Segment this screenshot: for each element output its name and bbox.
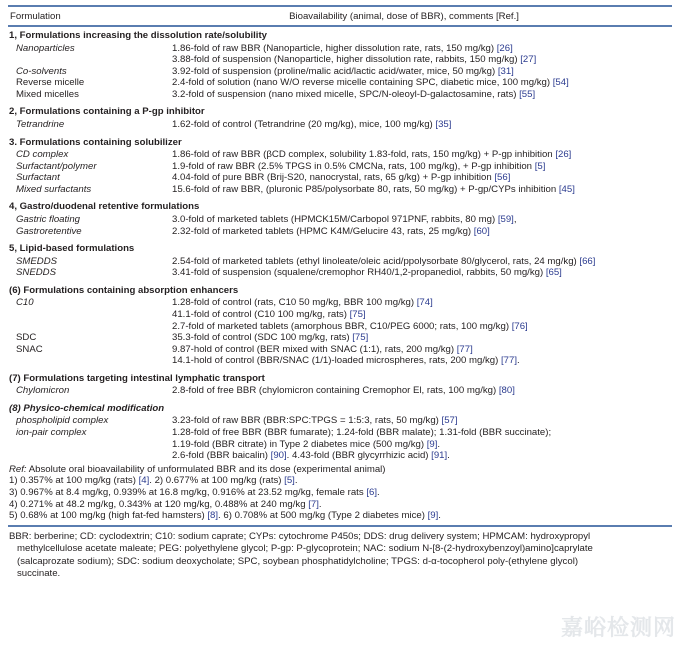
text-suffix: , <box>513 213 517 225</box>
bioavailability-text: 1.9-fold of raw BBR (2.5% TPGS in 0.5% CMCNa, rats, 100 mg/kg), + P-gp inhibition <box>172 160 535 172</box>
formulation-cell: Gastroretentive <box>16 225 82 237</box>
ref-link[interactable]: [56] <box>494 172 511 184</box>
bioavailability-table <box>8 5 672 580</box>
table-row <box>8 214 672 226</box>
bioavailability-cell <box>172 149 672 161</box>
table-row <box>8 450 672 462</box>
bioavailability-text: 2.7-fold of marketed tablets (amorphous BBR, C10/PEG 6000; rats, 100 mg/kg) <box>172 320 512 332</box>
ref-note-text: 3) 0.967% at 8.4 mg/kg, 0.939% at 16.8 mg/kg, 0.916% at 23.52 mg/kg, female rats <box>9 487 367 499</box>
bioavailability-text: 2.6-fold (BBR baicalin) <box>172 450 271 462</box>
formulation-cell <box>8 309 172 321</box>
ref-link[interactable]: [9] <box>427 510 439 522</box>
table-row <box>8 77 672 89</box>
formulation-cell: Nanoparticles <box>16 42 75 54</box>
bioavailability-text: 3.88-fold of suspension (Nanoparticle, higher dissolution rate, rabbits, 150 mg/kg) <box>172 54 521 66</box>
formulation-cell: phospholipid complex <box>16 415 109 427</box>
ref-notes-lead-text: Absolute oral bioavailability of unformulated BBR and its dose (experimental animal) <box>26 463 386 475</box>
table-row <box>8 355 672 367</box>
ref-link[interactable]: [80] <box>498 385 515 397</box>
ref-link[interactable]: [4] <box>138 475 150 487</box>
ref-link[interactable]: [77] <box>456 343 473 355</box>
bioavailability-cell <box>172 256 672 268</box>
table-row <box>8 439 672 451</box>
bioavailability-cell <box>172 214 672 226</box>
table-row <box>8 66 672 78</box>
table-row <box>8 89 672 101</box>
ref-link[interactable]: [31] <box>497 65 514 77</box>
table-row <box>8 256 672 268</box>
formulation-cell <box>8 439 172 451</box>
formulation-cell <box>8 321 172 333</box>
table-section <box>8 403 672 462</box>
ref-note-line <box>9 510 672 522</box>
formulation-cell: ion-pair complex <box>16 427 87 439</box>
bioavailability-cell <box>172 450 672 462</box>
bioavailability-text: 3.41-fold of suspension (squalene/cremophor RH40/1,2-propanediol, rabbits, 50 mg/kg) <box>172 267 546 279</box>
text-suffix: . <box>437 438 441 450</box>
section-title: (7) Formulations targeting intestinal lymphatic transport <box>9 372 265 384</box>
ref-link[interactable]: [9] <box>426 438 438 450</box>
ref-link[interactable]: [26] <box>555 149 572 161</box>
ref-note-line <box>9 487 672 499</box>
abbr-line-1: BBR: berberine; CD: cyclodextrin; C10: sodium caprate; CYPs: cytochrome P450s; DDS: drug delivery system; HPMCAM: hydroxypropyl <box>9 530 591 542</box>
header-formulation: Formulation <box>10 10 61 22</box>
ref-link[interactable]: [77] <box>501 355 518 367</box>
formulation-cell: Surfactant <box>16 172 60 184</box>
ref-link[interactable]: [7] <box>308 498 319 510</box>
table-row <box>8 344 672 356</box>
abbreviations-footnote <box>8 527 672 581</box>
formulation-cell: CD complex <box>16 149 69 161</box>
ref-note-text: 1) 0.357% at 100 mg/kg (rats) <box>9 475 139 487</box>
ref-link[interactable]: [91] <box>431 450 448 462</box>
ref-note-line <box>9 475 672 487</box>
bioavailability-text: 14.1-hold of control (BBR/SNAC (1/1)-loaded microspheres, rats, 200 mg/kg) <box>172 355 501 367</box>
table-section <box>8 137 672 196</box>
table-row <box>8 226 672 238</box>
bioavailability-cell <box>172 226 672 238</box>
bioavailability-text: 1.62-fold of control (Tetrandrine (20 mg/kg), mice, 100 mg/kg) <box>172 118 436 130</box>
formulation-cell: SNEDDS <box>16 267 56 279</box>
abbr-line-4: succinate. <box>17 568 61 580</box>
table-row <box>8 184 672 196</box>
table-row <box>8 119 672 131</box>
header-bioavailability: Bioavailability (animal, dose of BBR), comments [Ref.] <box>289 10 519 22</box>
table-row <box>8 161 672 173</box>
bioavailability-text: 3.0-fold of marketed tablets (HPMCK15M/Carbopol 971PNF, rabbits, 80 mg) <box>172 213 498 225</box>
ref-link[interactable]: [90] <box>270 450 287 462</box>
ref-link[interactable]: [59] <box>497 213 514 225</box>
bioavailability-cell <box>172 321 672 333</box>
ref-notes-lead: Ref: <box>9 463 27 475</box>
bioavailability-cell <box>172 297 672 309</box>
bioavailability-cell <box>172 267 672 279</box>
bioavailability-text: 2.4-fold of solution (nano W/O reverse micelle containing SPC, diabetic mice, 100 mg/kg) <box>172 77 553 89</box>
ref-link[interactable]: [5] <box>534 160 546 172</box>
bioavailability-text: 35.3-fold of control (SDC 100 mg/kg, rats) <box>172 332 353 344</box>
bioavailability-cell <box>172 355 672 367</box>
bioavailability-cell <box>172 66 672 78</box>
bioavailability-cell <box>172 119 672 131</box>
bioavailability-text: 2.54-fold of marketed tablets (ethyl linoleate/oleic acid/ppolysorbate 80/glycerol, rats, 24 mg/kg) <box>172 255 580 267</box>
ref-note-text: . 2) 0.677% at 100 mg/kg (rats) <box>149 475 285 487</box>
section-title: 4, Gastro/duodenal retentive formulations <box>9 201 200 213</box>
section-title: 1, Formulations increasing the dissolution rate/solubility <box>9 30 268 41</box>
bioavailability-cell <box>172 172 672 184</box>
formulation-cell: Chylomicron <box>16 385 70 397</box>
ref-notes-lead-line <box>9 464 672 476</box>
formulation-cell: Co-solvents <box>16 65 67 77</box>
ref-note-text: 4) 0.271% at 48.2 mg/kg, 0.343% at 120 mg/kg, 0.488% at 240 mg/kg <box>9 498 309 510</box>
bioavailability-text: 1.28-fold of free BBR (BBR fumarate); 1.24-fold (BBR malate); 1.31-fold (BBR succinate); <box>172 427 552 439</box>
ref-note-text: 5) 0.68% at 100 mg/kg (high fat-fed hamsters) <box>9 510 208 522</box>
formulation-cell: Mixed micelles <box>16 88 79 100</box>
bioavailability-cell <box>172 77 672 89</box>
text-suffix: . <box>517 355 520 367</box>
table-section <box>8 285 672 367</box>
ref-link[interactable]: [45] <box>558 183 575 195</box>
formulation-cell: C10 <box>16 297 34 309</box>
table-header <box>8 7 672 25</box>
table-section <box>8 243 672 279</box>
formulation-cell <box>8 54 172 66</box>
ref-link[interactable]: [75] <box>349 308 366 320</box>
bioavailability-text: 9.87-hold of control (BER mixed with SNAC (1:1), rats, 200 mg/kg) <box>172 343 457 355</box>
bioavailability-text: 2.32-fold of marketed tablets (HPMC K4M/Gelucire 43, rats, 25 mg/kg) <box>172 225 474 237</box>
abbr-line-3: (salcaprozate sodium); SDC: sodium deoxycholate; SPC, soybean phosphatidylcholine; TPGS: d-α-tocopherol poly-(ethylene glycol) <box>17 555 579 567</box>
bioavailability-text: 3.23-fold of raw BBR (BBR:SPC:TPGS = 1:5:3, rats, 50 mg/kg) <box>172 415 442 427</box>
ref-link[interactable]: [35] <box>435 118 452 130</box>
ref-link[interactable]: [66] <box>579 255 596 267</box>
ref-link[interactable]: [55] <box>519 88 536 100</box>
formulation-cell: Gastric floating <box>16 213 80 225</box>
ref-note-text: . <box>376 487 380 499</box>
bioavailability-text: 1.86-fold of raw BBR (βCD complex, solubility 1.83-fold, rats, 150 mg/kg) + P-gp inhibition <box>172 149 556 161</box>
bioavailability-cell <box>172 427 672 439</box>
ref-link[interactable]: [74] <box>416 297 433 309</box>
formulation-cell <box>8 450 172 462</box>
ref-notes <box>8 464 672 522</box>
section-title: 2, Formulations containing a P-gp inhibitor <box>9 106 205 118</box>
table-row <box>8 415 672 427</box>
ref-link[interactable]: [6] <box>366 487 377 499</box>
ref-note-text: . 6) 0.708% at 500 mg/kg (Type 2 diabetes mice) <box>218 510 428 522</box>
table-section <box>8 373 672 397</box>
table-row <box>8 427 672 439</box>
bioavailability-text: 3.2-fold of suspension (nano mixed micelle, SPC/N-oleoyl-D-galactosamine, rats) <box>172 88 520 100</box>
bioavailability-cell <box>172 332 672 344</box>
bioavailability-cell <box>172 309 672 321</box>
table-row <box>8 43 672 55</box>
ref-link[interactable]: [60] <box>473 225 490 237</box>
bioavailability-cell <box>172 89 672 101</box>
section-title: 5, Lipid-based formulations <box>9 243 135 255</box>
abbr-line-2: methylcellulose acetate maleate; PEG: polyethylene glycol; P-gp: P-glycoprotein; NAC: sodium N-[8-(2-hydroxybenzoyl)amino]caprylate <box>17 543 593 555</box>
bioavailability-text: 15.6-fold of raw BBR, (pluronic P85/polysorbate 80, rats, 50 mg/kg) + P-gp/CYPs inhibition <box>172 183 559 195</box>
table-row <box>8 297 672 309</box>
bioavailability-text: 1.28-fold of control (rats, C10 50 mg/kg, BBR 100 mg/kg) <box>172 297 417 309</box>
ref-link[interactable]: [75] <box>352 332 369 344</box>
table-row <box>8 54 672 66</box>
table-section <box>8 106 672 130</box>
table-section <box>8 201 672 237</box>
bioavailability-text: 1.19-fold (BBR citrate) in Type 2 diabetes mice (500 mg/kg) <box>172 438 427 450</box>
ref-link[interactable]: [27] <box>520 54 537 66</box>
ref-link[interactable]: [5] <box>284 475 295 487</box>
section-title: (6) Formulations containing absorption enhancers <box>9 284 239 296</box>
section-title: (8) Physico-chemical modification <box>9 402 165 414</box>
ref-note-text: . <box>294 475 298 487</box>
bioavailability-text: 2.8-fold of free BBR (chylomicron containing Cremophor El, rats, 100 mg/kg) <box>172 385 499 397</box>
ref-link[interactable]: [26] <box>496 42 513 54</box>
bioavailability-cell <box>172 385 672 397</box>
ref-note-line <box>9 499 672 511</box>
table-row <box>8 267 672 279</box>
ref-note-text: . <box>318 498 322 510</box>
bioavailability-cell <box>172 184 672 196</box>
ref-link[interactable]: [8] <box>207 510 219 522</box>
bioavailability-text: 3.92-fold of suspension (proline/malic acid/lactic acid/water, mice, 50 mg/kg) <box>172 65 498 77</box>
bioavailability-cell <box>172 344 672 356</box>
bioavailability-cell <box>172 54 672 66</box>
formulation-cell: SNAC <box>16 343 43 355</box>
section-title: 3. Formulations containing solubilizer <box>9 136 182 148</box>
formulation-cell: SDC <box>16 332 37 344</box>
watermark: 嘉峪检测网 <box>560 616 676 641</box>
ref-link[interactable]: [76] <box>511 320 528 332</box>
ref-link[interactable]: [54] <box>552 77 569 89</box>
table-section <box>8 30 672 100</box>
formulation-cell: Surfactant/polymer <box>16 160 97 172</box>
bioavailability-cell <box>172 415 672 427</box>
bioavailability-text: 1.86-fold of raw BBR (Nanoparticle, higher dissolution rate, rats, 150 mg/kg) <box>172 42 497 54</box>
text-suffix: . 4.43-fold (BBR glycyrrhizic acid) <box>286 450 432 462</box>
bioavailability-text: 4.04-fold of pure BBR (Brij-S20, nanocrystal, rats, 65 g/kg) + P-gp inhibition <box>172 172 495 184</box>
formulation-cell: Tetrandrine <box>16 118 65 130</box>
table-row <box>8 172 672 184</box>
table-row <box>8 385 672 397</box>
formulation-cell: Mixed surfactants <box>16 183 92 195</box>
formulation-cell: SMEDDS <box>16 255 58 267</box>
table-row <box>8 332 672 344</box>
bioavailability-cell <box>172 43 672 55</box>
formulation-cell: Reverse micelle <box>16 77 85 89</box>
ref-note-text: . <box>438 510 441 522</box>
bioavailability-text: 41.1-fold of control (C10 100 mg/kg, rats) <box>172 308 350 320</box>
ref-link[interactable]: [57] <box>441 415 458 427</box>
table-row <box>8 309 672 321</box>
text-suffix: . <box>447 450 450 462</box>
formulation-cell <box>8 355 172 367</box>
table-body <box>8 27 672 462</box>
ref-link[interactable]: [65] <box>545 267 562 279</box>
bioavailability-cell <box>172 161 672 173</box>
table-row <box>8 149 672 161</box>
table-row <box>8 321 672 333</box>
bioavailability-cell <box>172 439 672 451</box>
